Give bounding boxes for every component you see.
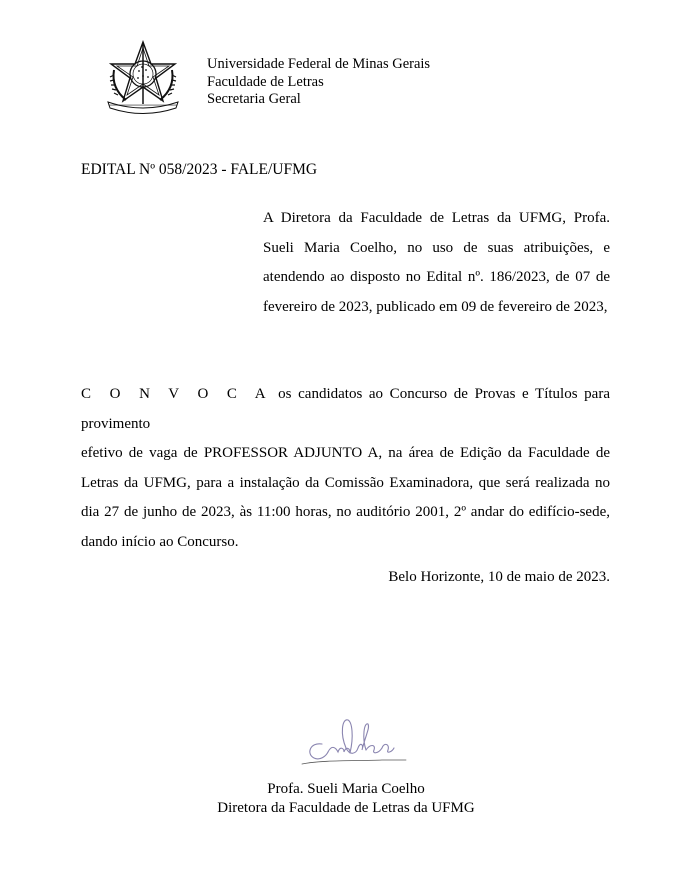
department-name: Secretaria Geral — [207, 91, 301, 107]
preamble-line: A Diretora da Faculdade de Letras da UFMG, Profa. — [263, 210, 610, 226]
place-date: Belo Horizonte, 10 de maio de 2023. — [388, 569, 610, 585]
signer-role: Diretora da Faculdade de Letras da UFMG — [217, 799, 475, 816]
preamble-paragraph — [263, 204, 610, 322]
edital-title: EDITAL Nº 058/2023 - FALE/UFMG — [81, 161, 318, 178]
body-line: efetivo de vaga de PROFESSOR ADJUNTO A, na área de Edição da Faculdade de — [81, 445, 610, 461]
body-line: dia 27 de junho de 2023, às 11:00 horas, no auditório 2001, 2º andar do edifício-sede, — [81, 504, 610, 520]
body-line — [81, 380, 610, 439]
body-line-text: os candidatos ao Concurso de Provas e Títulos para provimento — [81, 386, 610, 432]
handwritten-signature-icon — [292, 714, 412, 772]
university-name: Universidade Federal de Minas Gerais — [207, 56, 431, 72]
body-line: Letras da UFMG, para a instalação da Comissão Examinadora, que será realizada no — [81, 474, 610, 491]
convoca-word: C O N V O C A — [81, 386, 272, 402]
preamble-line: Sueli Maria Coelho, no uso de suas atribuições, e — [263, 239, 610, 256]
body-line: dando início ao Concurso. — [81, 533, 239, 550]
faculty-name: Faculdade de Letras — [207, 73, 324, 90]
signer-block — [0, 780, 692, 817]
institution-header — [207, 56, 430, 109]
brazil-coat-of-arms-icon — [104, 40, 182, 114]
preamble-line: fevereiro de 2023, publicado em 09 de fevereiro de 2023, — [263, 298, 608, 315]
preamble-line: atendendo ao disposto no Edital nº. 186/2023, de 07 de — [263, 269, 610, 285]
signer-name: Profa. Sueli Maria Coelho — [267, 781, 425, 797]
convocation-paragraph — [81, 380, 610, 557]
